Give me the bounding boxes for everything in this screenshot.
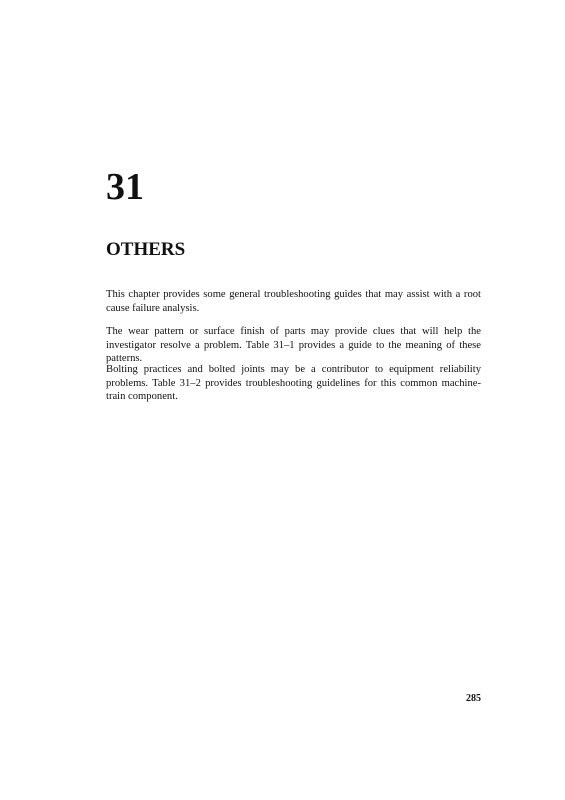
paragraph-bolting: Bolting practices and bolted joints may be a contributor to equipment reliability problems. Table 31–2 provides troubleshooting guidelines for this common machine-train component. — [106, 364, 481, 402]
chapter-number: 31 — [106, 166, 144, 208]
page-number: 285 — [466, 693, 481, 704]
chapter-title: OTHERS — [106, 239, 186, 260]
paragraph-wear-pattern: The wear pattern or surface finish of parts may provide clues that will help the investigator resolve a problem. Table 31–1 provides a guide to the meaning of these patterns. — [106, 326, 481, 364]
paragraph-intro: This chapter provides some general troubleshooting guides that may assist with a root cause failure analysis. — [106, 289, 481, 314]
